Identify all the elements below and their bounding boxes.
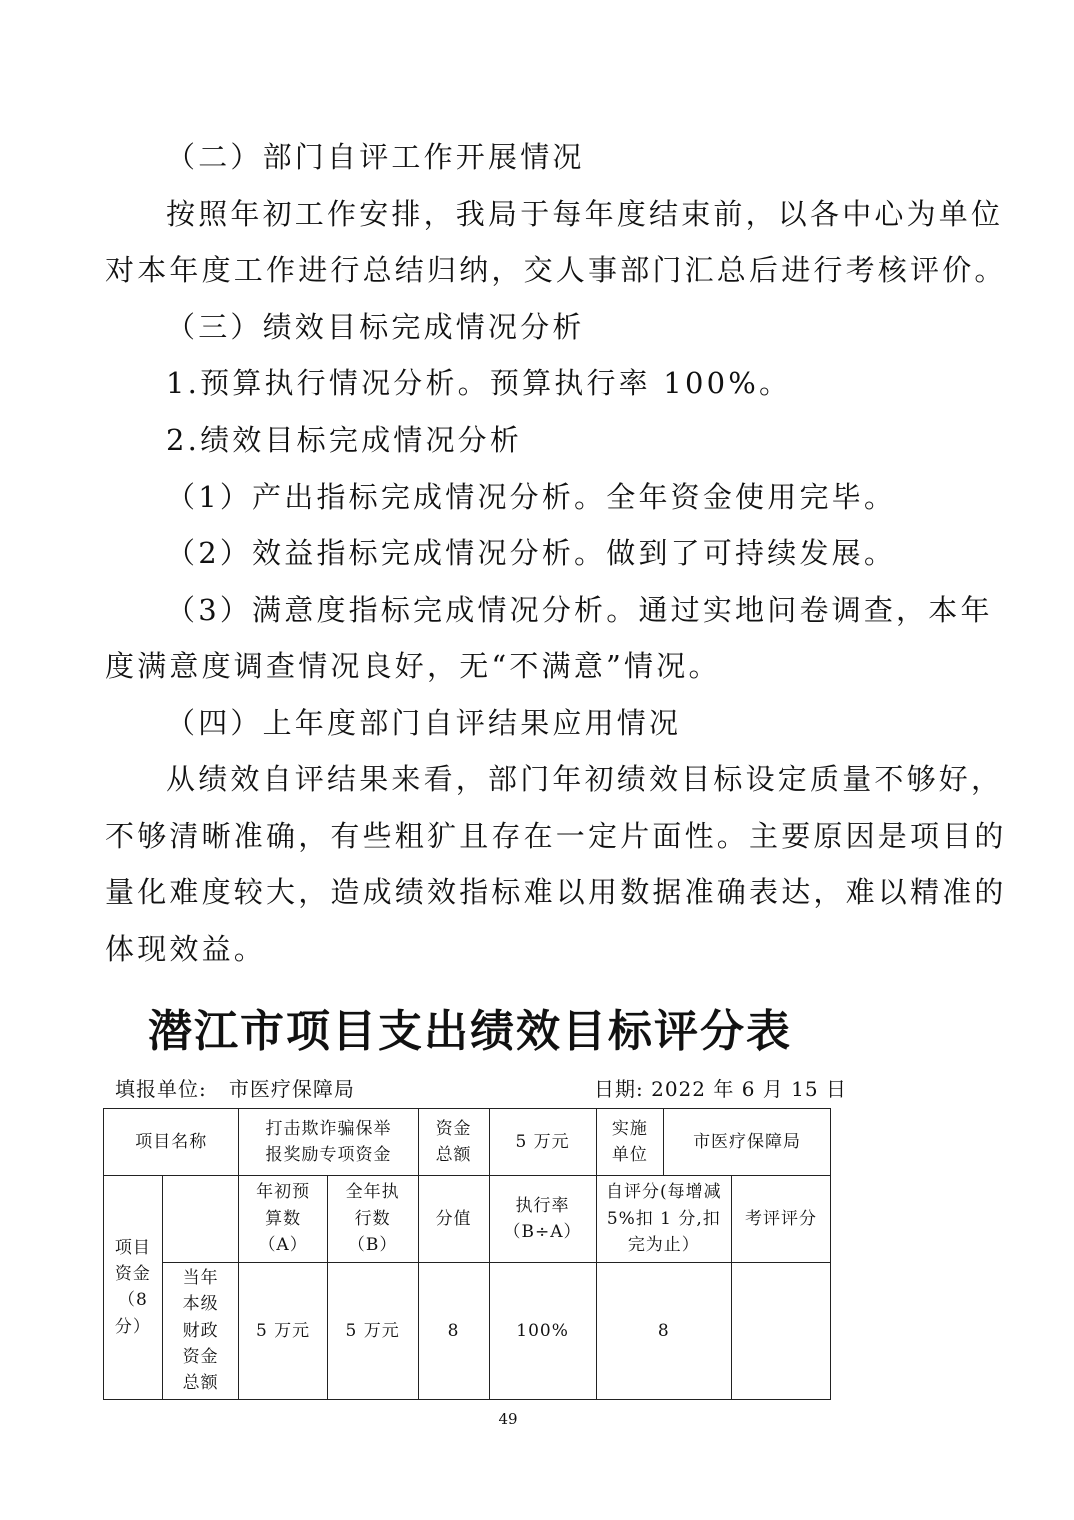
heading-performance-analysis: （三）绩效目标完成情况分析 <box>166 310 585 344</box>
header-full-year-execution: 全年执行数（B） <box>327 1176 418 1263</box>
paragraph-line: 对本年度工作进行总结归纳，交人事部门汇总后进行考核评价。 <box>105 253 1007 287</box>
page-number: 49 <box>498 1410 518 1428</box>
paragraph-line: 2.绩效目标完成情况分析 <box>166 423 523 457</box>
header-score-value: 分值 <box>418 1176 489 1263</box>
table-row <box>104 1176 831 1263</box>
header-project-name: 项目名称 <box>104 1109 239 1176</box>
paragraph-line: 体现效益。 <box>105 932 267 966</box>
header-annual-budget: 年初预算数（A） <box>239 1176 327 1263</box>
cell-implementing-unit: 市医疗保障局 <box>664 1109 831 1176</box>
paragraph-line: 不够清晰准确，有些粗犷且存在一定片面性。主要原因是项目的 <box>105 819 1007 853</box>
cell-review-score <box>732 1263 831 1400</box>
cell-self-score: 8 <box>596 1263 732 1400</box>
reporting-unit-label: 填报单位: <box>115 1077 207 1101</box>
form-title: 潜江市项目支出绩效目标评分表 <box>148 1006 792 1057</box>
header-total-funds: 资金总额 <box>418 1109 489 1176</box>
heading-self-evaluation-work: （二）部门自评工作开展情况 <box>166 140 585 174</box>
cell-execution-rate: 100% <box>489 1263 596 1400</box>
header-review-score: 考评评分 <box>732 1176 831 1263</box>
table-row <box>104 1109 831 1176</box>
cell-score: 8 <box>418 1263 489 1400</box>
paragraph-line: （3）满意度指标完成情况分析。通过实地问卷调查，本年 <box>166 593 993 627</box>
row-label-fiscal-funds: 当年本级财政资金总额 <box>162 1263 239 1400</box>
report-date: 日期: 2022 年 6 月 15 日 <box>594 1077 847 1101</box>
paragraph-line: 从绩效自评结果来看，部门年初绩效目标设定质量不够好， <box>166 762 1004 796</box>
cell-execution-b: 5 万元 <box>327 1263 418 1400</box>
paragraph-line: 1.预算执行情况分析。预算执行率 100%。 <box>166 366 792 400</box>
paragraph-line: （2）效益指标完成情况分析。做到了可持续发展。 <box>166 536 897 570</box>
score-table <box>103 1108 831 1400</box>
paragraph-line: 度满意度调查情况良好，无“不满意”情况。 <box>105 649 721 683</box>
paragraph-line: 按照年初工作安排，我局于每年度结束前，以各中心为单位 <box>166 197 1004 231</box>
table-row <box>104 1263 831 1400</box>
cell-total-funds: 5 万元 <box>489 1109 596 1176</box>
reporting-unit-value: 市医疗保障局 <box>228 1077 355 1101</box>
header-project-funds: 项目资金（8分） <box>104 1176 163 1400</box>
reporting-unit <box>115 1073 355 1102</box>
header-execution-rate: 执行率（B÷A） <box>489 1176 596 1263</box>
header-implementing-unit: 实施单位 <box>596 1109 664 1176</box>
paragraph-line: （1）产出指标完成情况分析。全年资金使用完毕。 <box>166 480 897 514</box>
heading-previous-year-results: （四）上年度部门自评结果应用情况 <box>166 706 682 740</box>
paragraph-line: 量化难度较大，造成绩效指标难以用数据准确表达，难以精准的 <box>105 875 1007 909</box>
cell-budget-a: 5 万元 <box>239 1263 327 1400</box>
cell-project-name: 打击欺诈骗保举报奖励专项资金 <box>239 1109 418 1176</box>
header-self-score: 自评分(每增减5%扣 1 分,扣完为止） <box>596 1176 732 1263</box>
cell-empty <box>162 1176 239 1263</box>
